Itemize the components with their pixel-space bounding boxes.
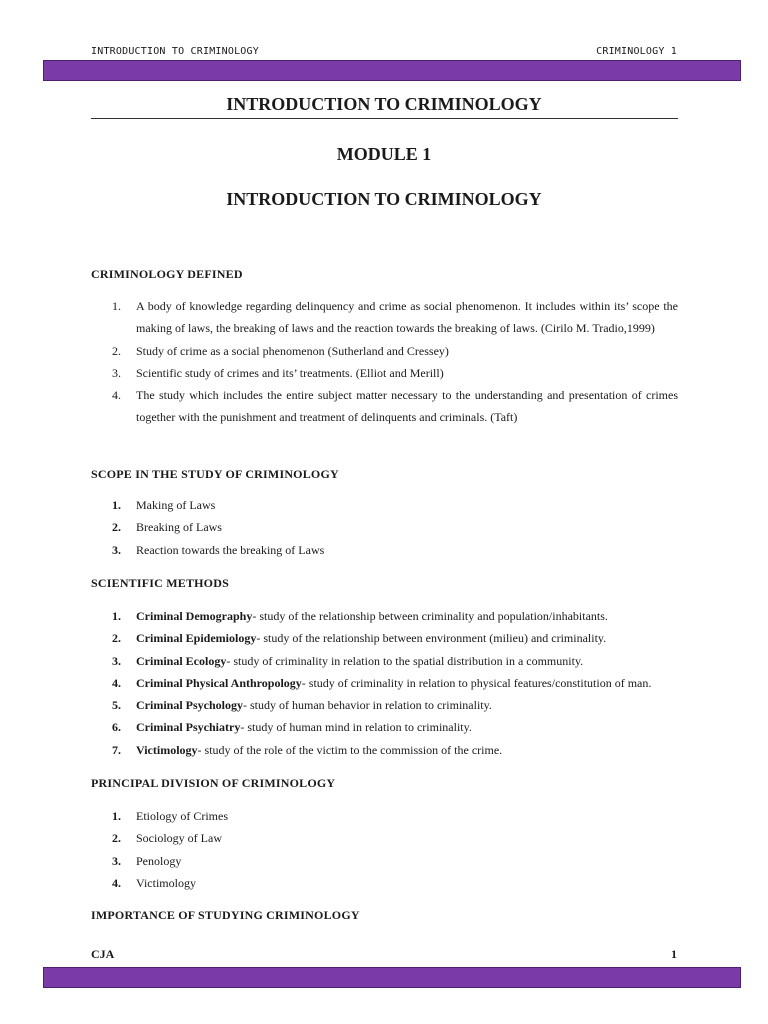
header-band [43, 60, 741, 81]
section-heading-methods: SCIENTIFIC METHODS [91, 576, 229, 590]
footer-band [43, 967, 741, 988]
division-list [91, 805, 678, 894]
list-item: 2. Criminal Epidemiology- study of the relationship between environment (milieu) and criminality. [112, 631, 607, 646]
section-heading-division: PRINCIPAL DIVISION OF CRIMINOLOGY [91, 776, 336, 790]
module-subtitle: INTRODUCTION TO CRIMINOLOGY [226, 189, 542, 209]
list-item: 6. Criminal Psychiatry- study of human mind in relation to criminality. [112, 720, 472, 735]
list-item: 3. Reaction towards the breaking of Laws [112, 542, 325, 557]
footer-left: CJA [91, 947, 115, 961]
title-divider [91, 118, 678, 119]
list-item: 2. Study of crime as a social phenomenon (Sutherland and Cressey) [112, 343, 449, 358]
list-item: 4. Criminal Physical Anthropology- study of criminality in relation to physical features/constitution of man. [112, 675, 652, 690]
page-number: 1 [671, 947, 677, 961]
list-item: 4. The study which includes the entire subject matter necessary to the understanding and presentation of crimes together with the punishment and treatment of delinquents and criminals. (Taft) [112, 388, 678, 425]
list-item: 1. Etiology of Crimes [112, 809, 228, 823]
module-title: MODULE 1 [336, 144, 432, 164]
list-item: 5. Criminal Psychology- study of human behavior in relation to criminality. [112, 698, 492, 713]
page-title: INTRODUCTION TO CRIMINOLOGY [226, 94, 542, 114]
running-header-left: INTRODUCTION TO CRIMINOLOGY [91, 46, 259, 57]
definitions-list [91, 295, 678, 429]
list-item: 2. Sociology of Law [112, 831, 222, 846]
list-item: 7. Victimology- study of the role of the victim to the commission of the crime. [112, 742, 503, 757]
list-item: 3. Criminal Ecology- study of criminality in relation to the spatial distribution in a community. [112, 653, 584, 668]
section-heading-defined: CRIMINOLOGY DEFINED [91, 267, 243, 281]
list-item: 4. Victimology [112, 875, 196, 890]
list-item: 2. Breaking of Laws [112, 520, 222, 535]
list-item: 1. Criminal Demography- study of the relationship between criminality and population/inhabitants. [112, 609, 608, 623]
section-heading-importance: IMPORTANCE OF STUDYING CRIMINOLOGY [91, 908, 360, 922]
list-item: 3. Scientific study of crimes and its’ treatments. (Elliot and Merill) [112, 365, 444, 380]
section-heading-scope: SCOPE IN THE STUDY OF CRIMINOLOGY [91, 467, 339, 481]
list-item: 1. Making of Laws [112, 498, 216, 512]
running-header-right: CRIMINOLOGY 1 [596, 46, 677, 57]
list-item: 1. A body of knowledge regarding delinquency and crime as social phenomenon. It includes within its’ scope the making of laws, the breaking of laws and the reaction towards the breaking of laws. (Cirilo M. Tradio,1999) [112, 299, 678, 336]
scope-list [91, 494, 678, 561]
list-item: 3. Penology [112, 853, 182, 868]
methods-list [91, 605, 678, 761]
